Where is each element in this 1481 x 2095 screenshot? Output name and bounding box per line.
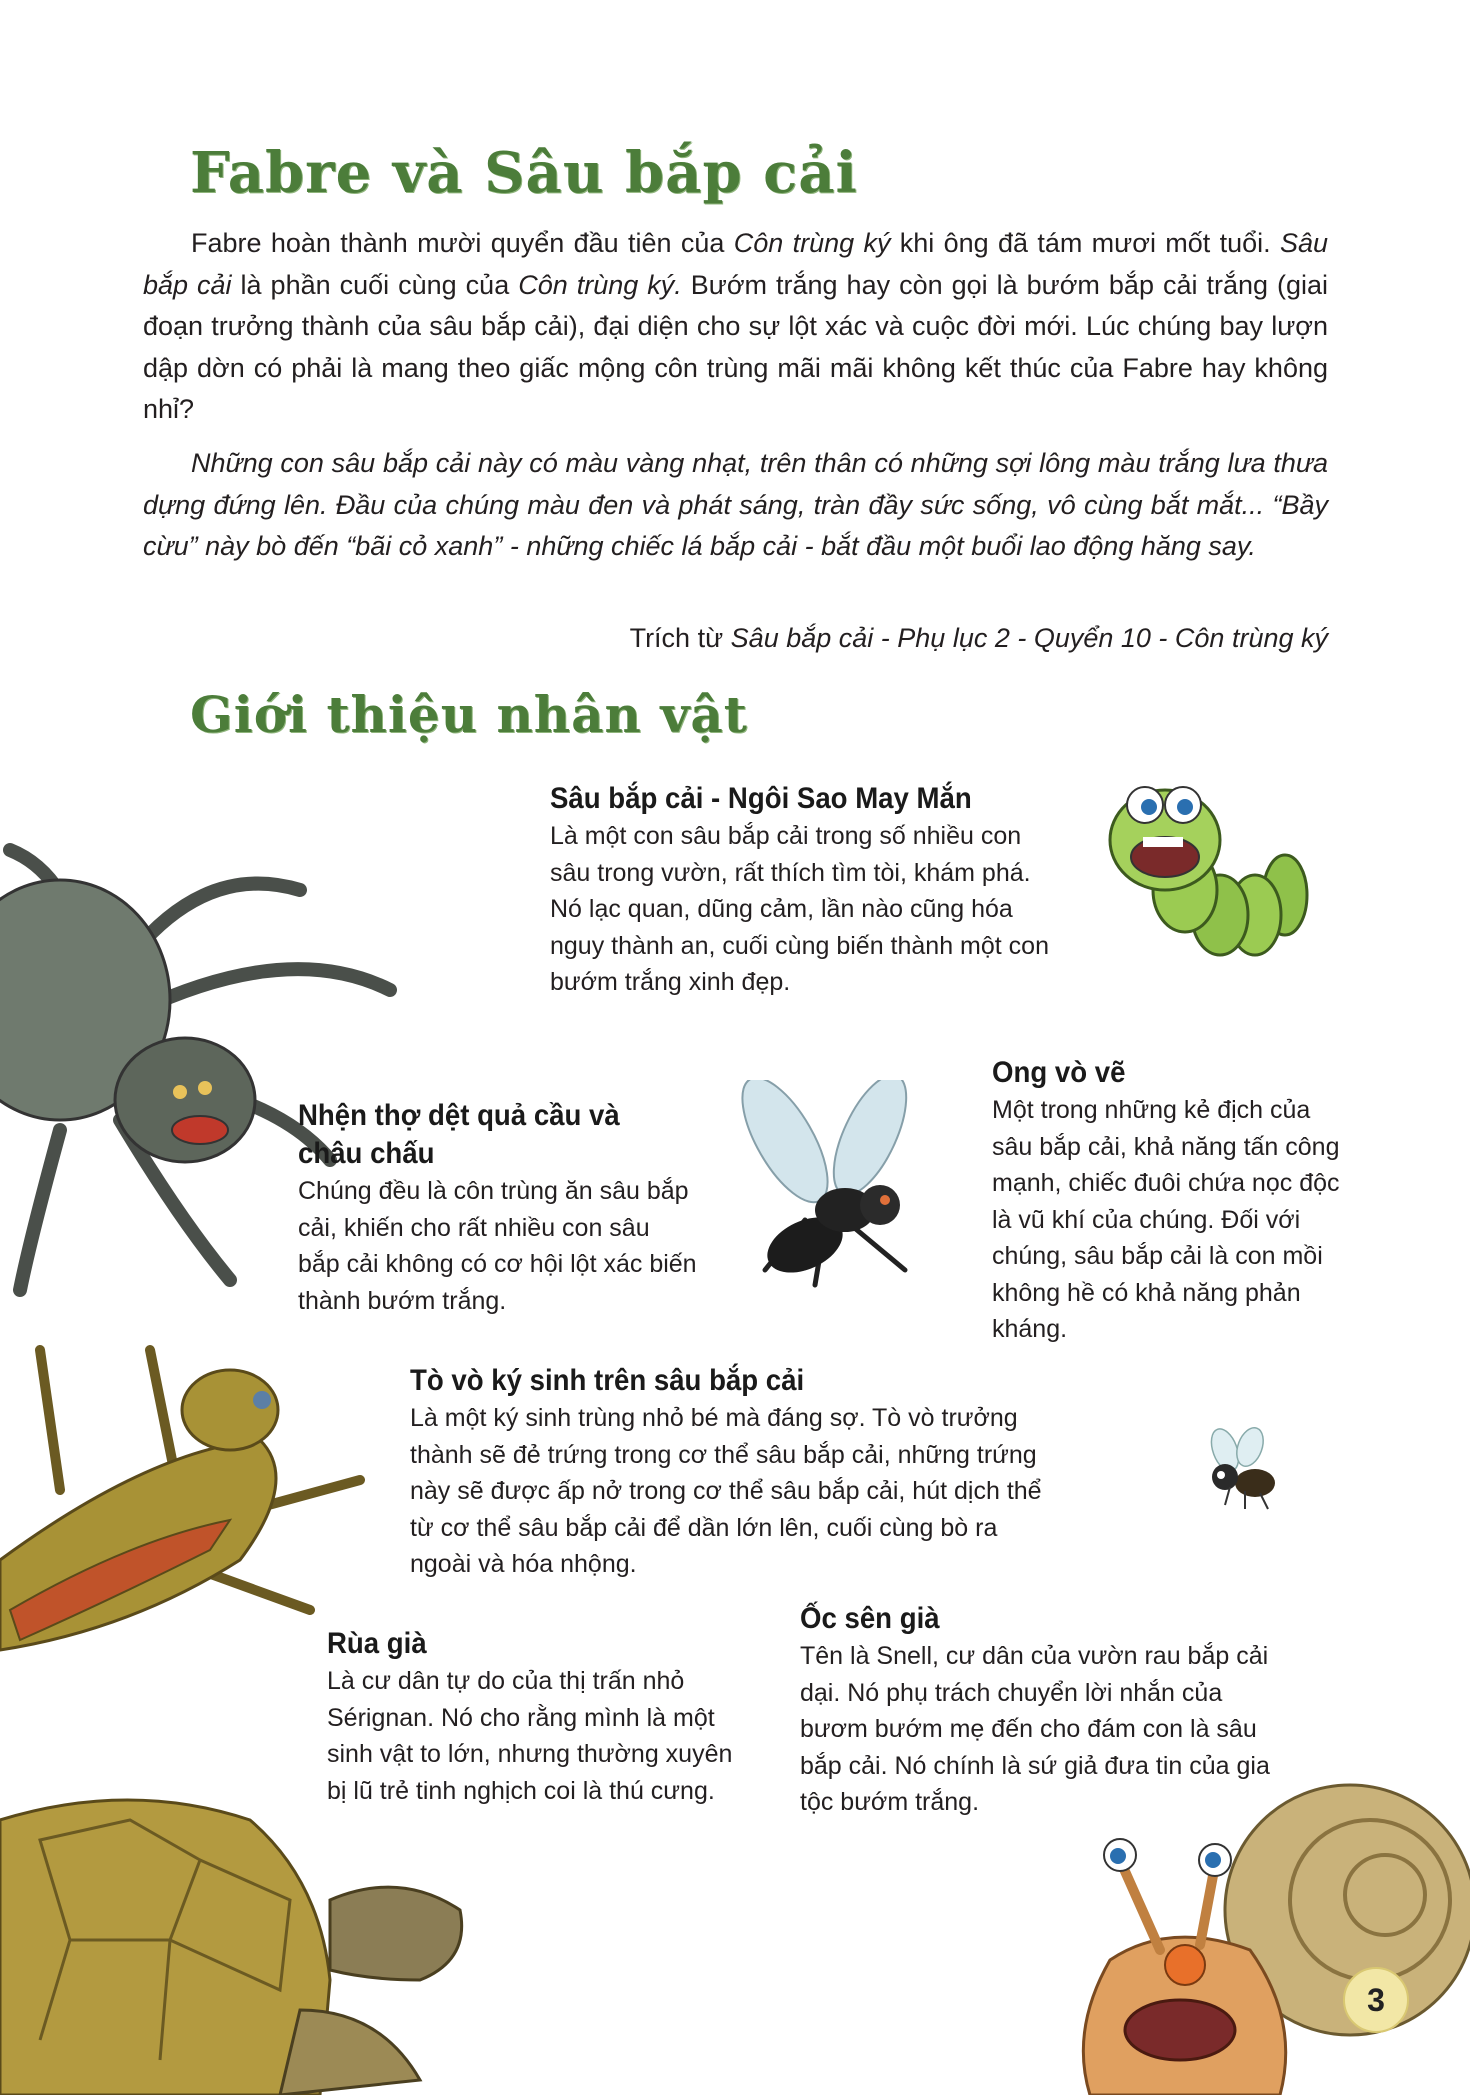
character-wasp: [992, 1054, 1352, 1348]
intro-text-4: Bướm trắng hay còn gọi là bướm bắp cải trắng (giai đoạn trưởng thành của sâu bắp cải), đại diện cho sự lột xác và cuộc đời mới. Lúc chúng bay lượn dập dờn có phải là mang theo giấc mộng côn trùng mãi mãi không kết thúc của Fabre hay không nhỉ?: [143, 269, 1329, 424]
book-title-ref-2: Côn trùng ký.: [518, 269, 682, 300]
character-snail: [800, 1600, 1280, 1821]
grasshopper-illustration: [0, 1330, 395, 1670]
source-title: Sâu bắp cải - Phụ lục 2 - Quyển 10 - Côn trùng ký: [730, 623, 1328, 653]
volume-title-ref: Sâu bắp cải: [143, 228, 1329, 300]
character-parasitic-wasp: [410, 1362, 1050, 1583]
intro-text-2: khi ông đã tám mươi mốt tuổi.: [890, 228, 1280, 258]
character-name: Sâu bắp cải - Ngôi Sao May Mắn: [550, 782, 972, 815]
intro-paragraph: [143, 223, 1328, 431]
section-title: Giới thiệu nhân vật: [190, 685, 748, 744]
snail-illustration: [1050, 1780, 1470, 2095]
character-name: Tò vò ký sinh trên sâu bắp cải: [410, 1364, 805, 1397]
intro-text-1: Fabre hoàn thành mười quyển đầu tiên của: [191, 228, 734, 258]
character-name: Rùa già: [327, 1627, 427, 1660]
character-description: Một trong những kẻ địch của sâu bắp cải, khả năng tấn công mạnh, chiếc đuôi chứa nọc độc là vũ khí của chúng. Đối với chúng, sâu bắp cải là con mồi không hề có khả năng phản kháng.: [992, 1096, 1340, 1343]
character-name: Nhện thợ dệt quả cầu và châu chấu: [298, 1099, 620, 1170]
character-spider-grasshopper: [298, 1097, 698, 1319]
wasp-illustration: [705, 1080, 950, 1305]
tortoise-illustration: [0, 1780, 480, 2095]
character-description: Là một ký sinh trùng nhỏ bé mà đáng sợ. Tò vò trưởng thành sẽ đẻ trứng trong cơ thể sâu bắp cải, những trứng này sẽ được ấp nở trong cơ thể sâu bắp cải, hút dịch thể từ cơ thể sâu bắp cải để dần lớn lên, cuối cùng bò ra ngoài và hóa nhộng.: [410, 1404, 1042, 1578]
quote-paragraph: Những con sâu bắp cải này có màu vàng nhạt, trên thân có những sợi lông màu trắng lưa thưa dựng đứng lên. Đầu của chúng màu đen và phát sáng, tràn đầy sức sống, vô cùng bắt mắt... “Bầy cừu” này bò đến “bãi cỏ xanh” - những chiếc lá bắp cải - bắt đầu một buổi lao động hăng say.: [143, 448, 1328, 561]
parasitic-wasp-illustration: [1190, 1425, 1290, 1515]
quote-source: [630, 623, 1328, 654]
page-number: 3: [1343, 1967, 1409, 2033]
character-description: Là cư dân tự do của thị trấn nhỏ Sérignan. Nó cho rằng mình là một sinh vật to lớn, nhưng thường xuyên bị lũ trẻ tinh nghịch coi là thú cưng.: [327, 1667, 733, 1805]
intro-text-3: là phần cuối cùng của: [231, 269, 519, 300]
book-title-ref: Côn trùng ký: [733, 228, 891, 258]
character-description: Chúng đều là côn trùng ăn sâu bắp cải, khiến cho rất nhiều con sâu bắp cải không có cơ hội lột xác biến thành bướm trắng.: [298, 1177, 697, 1315]
character-caterpillar: [550, 780, 1050, 1001]
character-tortoise: [327, 1625, 747, 1809]
character-name: Ốc sên già: [800, 1602, 940, 1635]
character-description: Tên là Snell, cư dân của vườn rau bắp cải dại. Nó phụ trách chuyển lời nhắn của bươm bướm mẹ đến cho đám con là sâu bắp cải. Nó chính là sứ giả đưa tin của gia tộc bướm trắng.: [800, 1642, 1270, 1816]
character-name: Ong vò vẽ: [992, 1056, 1126, 1089]
character-description: Là một con sâu bắp cải trong số nhiều con sâu trong vườn, rất thích tìm tòi, khám phá. Nó lạc quan, dũng cảm, lần nào cũng hóa nguy thành an, cuối cùng biến thành một con bướm trắng xinh đẹp.: [550, 822, 1049, 996]
page-title: Fabre và Sâu bắp cải: [190, 140, 858, 206]
caterpillar-illustration: [1095, 765, 1315, 980]
source-prefix: Trích từ: [629, 623, 731, 653]
